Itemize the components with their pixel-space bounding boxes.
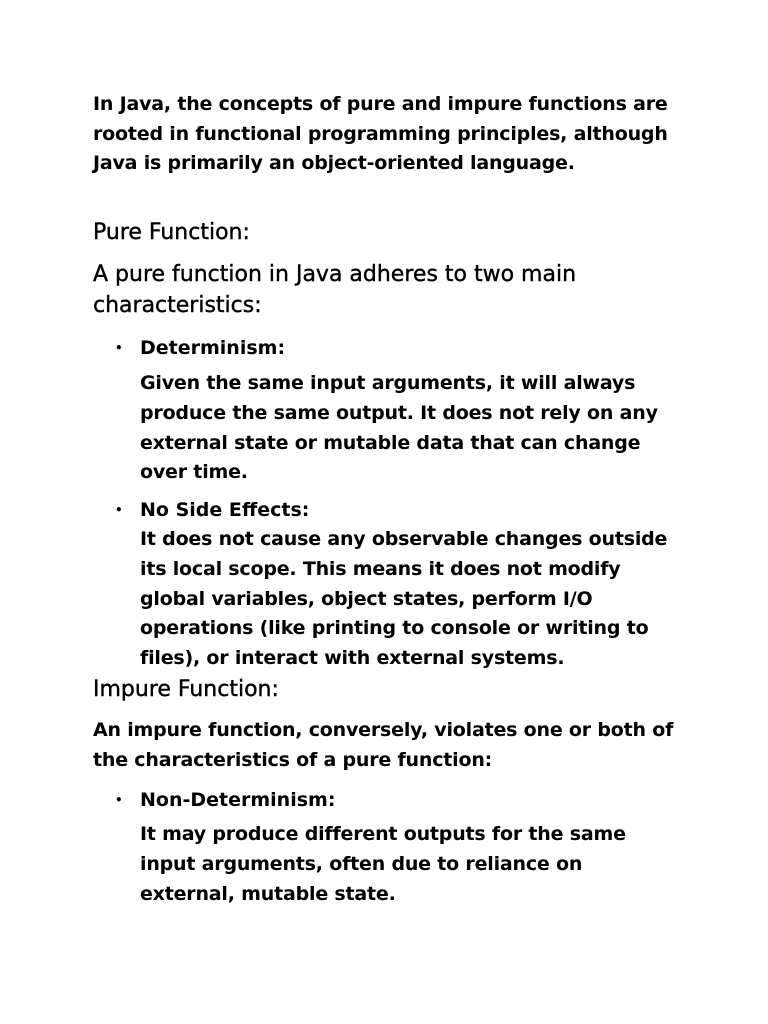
bullet-icon: • — [115, 503, 123, 517]
list-item-body: Given the same input arguments, it will always produce the same output. It does not rely on any external state or mutable data that can change over time. — [140, 372, 658, 484]
intro-paragraph: In Java, the concepts of pure and impure functions are rooted in functional programming principles, although Java is primarily an object-oriented language. — [93, 93, 668, 174]
pure-function-description: A pure function in Java adheres to two main characteristics: — [93, 262, 577, 318]
list-item-title: Non-Determinism: — [140, 789, 336, 811]
impure-function-heading: Impure Function: — [93, 677, 279, 702]
bullet-icon: • — [115, 341, 123, 355]
impure-function-description: An impure function, conversely, violates one or both of the characteristics of a pure function: — [93, 719, 674, 771]
list-item-body: It does not cause any observable changes outside its local scope. This means it does not modify global variables, object states, perform I/O operations (like printing to console or writing to files), or interact with external systems. — [140, 528, 668, 670]
bullet-icon: • — [115, 793, 123, 807]
list-item-title: Determinism: — [140, 337, 286, 359]
pure-function-heading: Pure Function: — [93, 220, 250, 245]
list-item-title: No Side Effects: — [140, 499, 310, 521]
list-item-body: It may produce different outputs for the same input arguments, often due to reliance on external, mutable state. — [140, 823, 626, 905]
